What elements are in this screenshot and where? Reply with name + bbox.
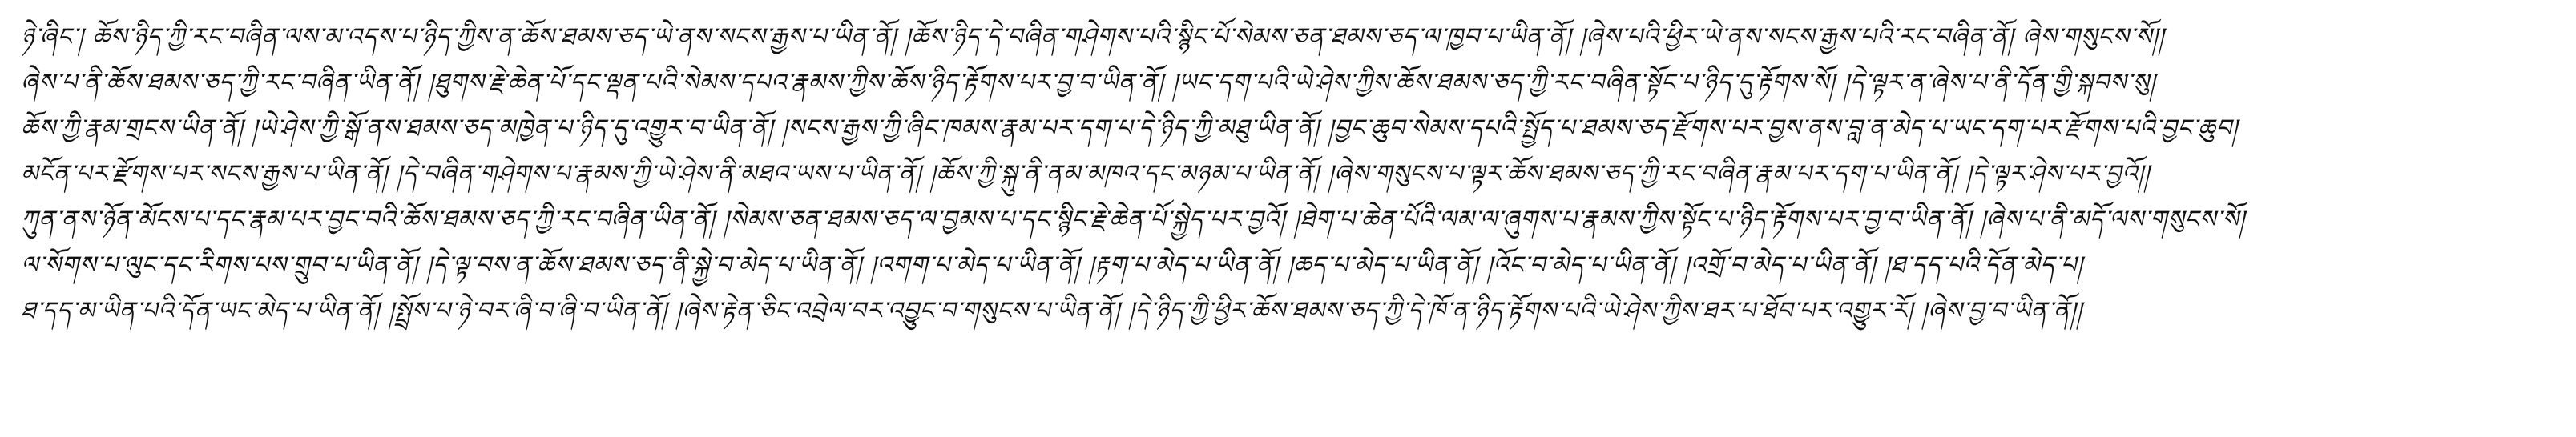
- manuscript-line-7: ཐ་དད་མ་ཡིན་པའི་དོན་ཡང་མེད་པ་ཡིན་ནོ། །སྤྲོས་པ་ཉེ་བར་ཞི་བ་ཞི་བ་ཡིན་ནོ། །ཞེས་རྟེན་ཅིང་འབྲེལ་བར་འབྱུང་བ་གསུངས་པ་ཡིན་ནོ། །དེ་ཉིད་ཀྱི་ཕྱིར་ཆོས་ཐམས་ཅད་ཀྱི་དེ་ཁོ་ན་ཉིད་རྟོགས་པའི་ཡེ་ཤེས་ཀྱིས་ཐར་པ་ཐོབ་པར་འགྱུར་རོ། །ཞེས་བྱ་བ་ཡིན་ནོ།།: [21, 297, 2083, 325]
- manuscript-line-4: མངོན་པར་རྫོགས་པར་སངས་རྒྱས་པ་ཡིན་ནོ། །དེ་བཞིན་གཤེགས་པ་རྣམས་ཀྱི་ཡེ་ཤེས་ནི་མཐའ་ཡས་པ་ཡིན་ནོ། །ཆོས་ཀྱི་སྐུ་ནི་ནམ་མཁའ་དང་མཉམ་པ་ཡིན་ནོ། །ཞེས་གསུངས་པ་ལྟར་ཆོས་ཐམས་ཅད་ཀྱི་རང་བཞིན་རྣམ་པར་དག་པ་ཡིན་ནོ། །དེ་ལྟར་ཤེས་པར་བྱའོ།།: [21, 160, 2151, 188]
- manuscript-line-2: ཞེས་པ་ནི་ཆོས་ཐམས་ཅད་ཀྱི་རང་བཞིན་ཡིན་ནོ། །ཐུགས་རྗེ་ཆེན་པོ་དང་ལྡན་པའི་སེམས་དཔའ་རྣམས་ཀྱིས་ཆོས་ཉིད་རྟོགས་པར་བྱ་བ་ཡིན་ནོ། །ཡང་དག་པའི་ཡེ་ཤེས་ཀྱིས་ཆོས་ཐམས་ཅད་ཀྱི་རང་བཞིན་སྟོང་པ་ཉིད་དུ་རྟོགས་སོ། །དེ་ལྟར་ན་ཞེས་པ་ནི་དོན་གྱི་སྐབས་སུ།: [21, 69, 2156, 97]
- manuscript-line-6: ལ་སོགས་པ་ལུང་དང་རིགས་པས་གྲུབ་པ་ཡིན་ནོ། །དེ་ལྟ་བས་ན་ཆོས་ཐམས་ཅད་ནི་སྐྱེ་བ་མེད་པ་ཡིན་ནོ། །འགག་པ་མེད་པ་ཡིན་ནོ། །རྟག་པ་མེད་པ་ཡིན་ནོ། །ཆད་པ་མེད་པ་ཡིན་ནོ། །འོང་བ་མེད་པ་ཡིན་ནོ། །འགྲོ་བ་མེད་པ་ཡིན་ནོ། །ཐ་དད་པའི་དོན་མེད་པ།: [21, 251, 2083, 279]
- manuscript-line-5: ཀུན་ནས་ཉོན་མོངས་པ་དང་རྣམ་པར་བྱང་བའི་ཆོས་ཐམས་ཅད་ཀྱི་རང་བཞིན་ཡིན་ནོ། །སེམས་ཅན་ཐམས་ཅད་ལ་བྱམས་པ་དང་སྙིང་རྗེ་ཆེན་པོ་སྐྱེད་པར་བྱའོ། །ཐེག་པ་ཆེན་པོའི་ལམ་ལ་ཞུགས་པ་རྣམས་ཀྱིས་སྟོང་པ་ཉིད་རྟོགས་པར་བྱ་བ་ཡིན་ནོ། །ཞེས་པ་ནི་མདོ་ལས་གསུངས་སོ།: [21, 206, 2246, 234]
- manuscript-text-block: [21, 14, 2545, 334]
- manuscript-line-3: ཆོས་ཀྱི་རྣམ་གྲངས་ཡིན་ནོ། །ཡེ་ཤེས་ཀྱི་སྒོ་ནས་ཐམས་ཅད་མཁྱེན་པ་ཉིད་དུ་འགྱུར་བ་ཡིན་ནོ། །སངས་རྒྱས་ཀྱི་ཞིང་ཁམས་རྣམ་པར་དག་པ་དེ་ཉིད་ཀྱི་མཐུ་ཡིན་ནོ། །བྱང་ཆུབ་སེམས་དཔའི་སྤྱོད་པ་ཐམས་ཅད་རྫོགས་པར་བྱས་ནས་བླ་ན་མེད་པ་ཡང་དག་པར་རྫོགས་པའི་བྱང་ཆུབ།: [21, 114, 2239, 142]
- manuscript-line-1: ཉེ་ཞིང་། ཆོས་ཉིད་ཀྱི་རང་བཞིན་ལས་མ་འདས་པ་ཉིད་ཀྱིས་ན་ཆོས་ཐམས་ཅད་ཡེ་ནས་སངས་རྒྱས་པ་ཡིན་ནོ། །ཆོས་ཉིད་དེ་བཞིན་གཤེགས་པའི་སྙིང་པོ་སེམས་ཅན་ཐམས་ཅད་ལ་ཁྱབ་པ་ཡིན་ནོ། །ཞེས་པའི་ཕྱིར་ཡེ་ནས་སངས་རྒྱས་པའི་རང་བཞིན་ནོ། ཞེས་གསུངས་སོ།།: [21, 23, 2165, 51]
